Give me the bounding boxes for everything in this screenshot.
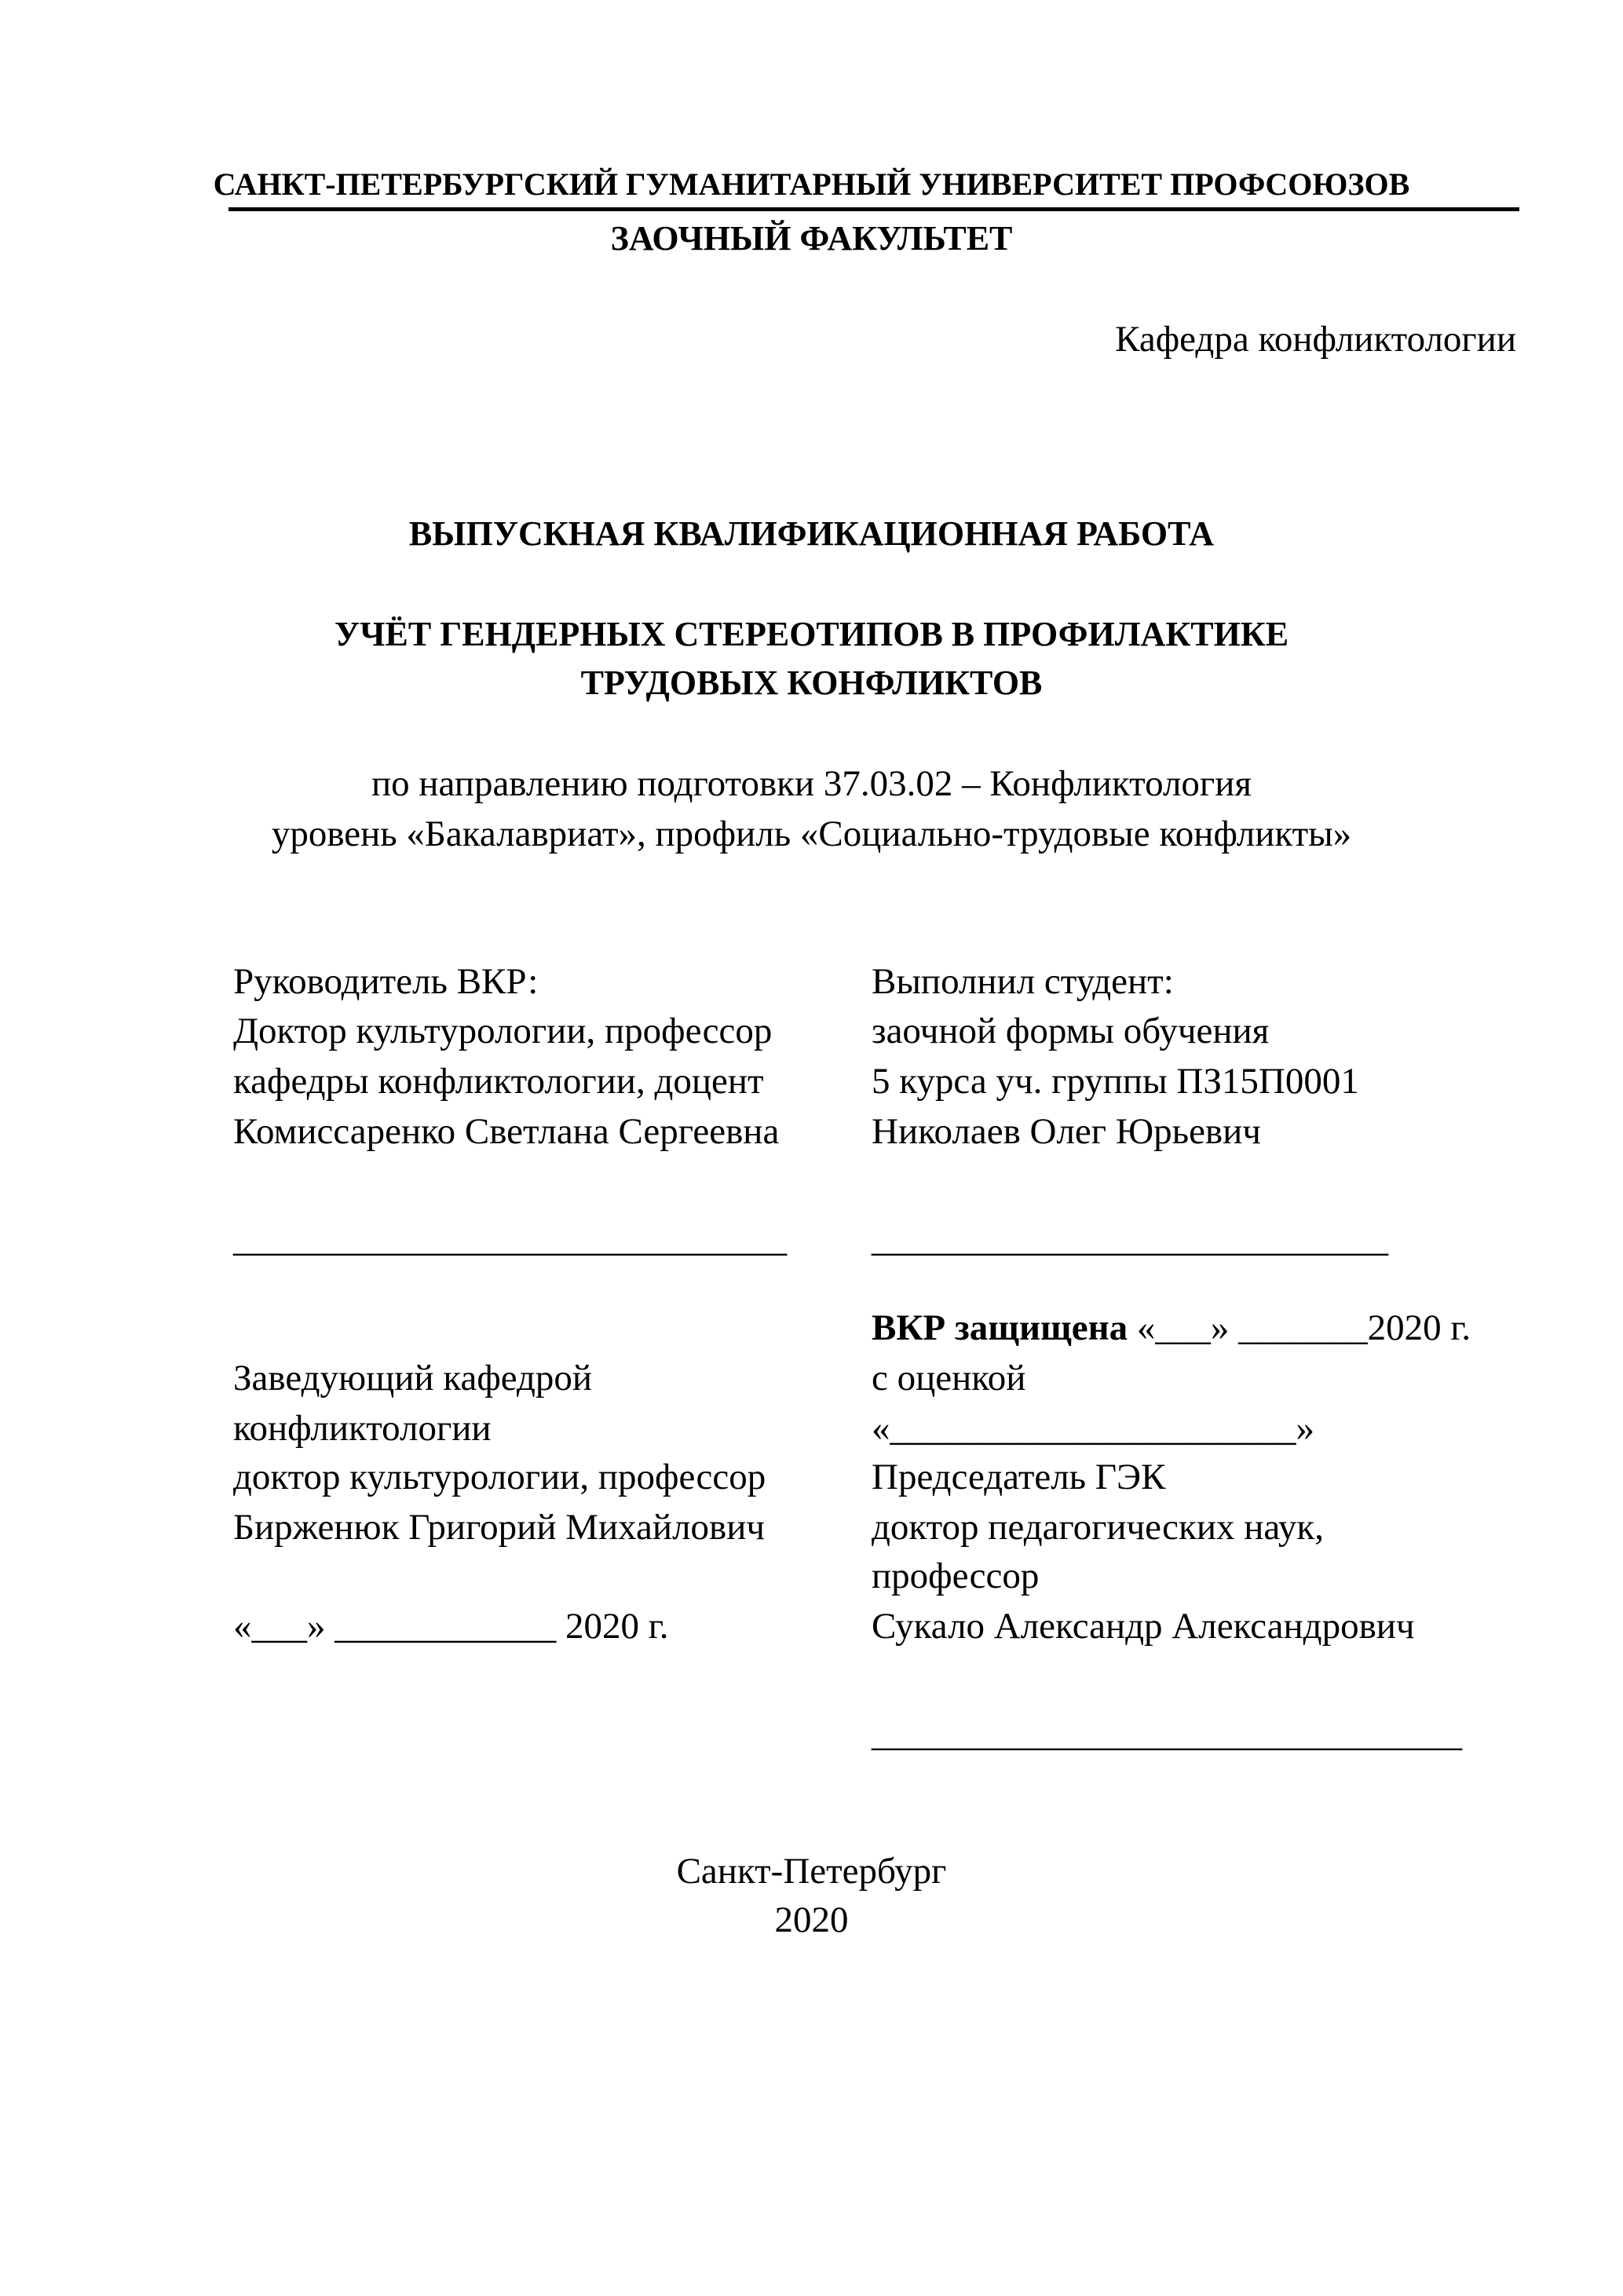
topic-line-2: ТРУДОВЫХ КОНФЛИКТОВ	[580, 664, 1043, 702]
supervisor-signature-line: ______________________________	[233, 1219, 787, 1260]
student-line: заочной формы обучения	[872, 1011, 1270, 1051]
chair-signature-line: ________________________________	[872, 1713, 1462, 1754]
university-name: САНКТ-ПЕТЕРБУРГСКИЙ ГУМАНИТАРНЫЙ УНИВЕРСИТЕТ ПРОФСОЮЗОВ	[213, 166, 1410, 202]
student-signature-line: ____________________________	[872, 1219, 1388, 1260]
chair-name: Сукало Александр Александрович	[872, 1606, 1415, 1647]
faculty-name: ЗАОЧНЫЙ ФАКУЛЬТЕТ	[610, 219, 1013, 258]
level-profile: уровень «Бакалавриат», профиль «Социально-трудовые конфликты»	[271, 813, 1352, 854]
head-name: Бирженюк Григорий Михайлович	[233, 1507, 766, 1548]
student-label: Выполнил студент:	[872, 961, 1174, 1002]
grade-label: с оценкой	[872, 1358, 1026, 1398]
head-line: Заведующий кафедрой	[233, 1358, 593, 1398]
direction: по направлению подготовки 37.03.02 – Конфликтология	[371, 763, 1252, 804]
defense-date-blank: «___» _______2020 г.	[1136, 1307, 1471, 1348]
student-name: Николаев Олег Юрьевич	[872, 1111, 1261, 1152]
head-line: доктор культурологии, профессор	[233, 1457, 766, 1497]
chair-line: профессор	[872, 1556, 1040, 1596]
work-type: ВЫПУСКНАЯ КВАЛИФИКАЦИОННАЯ РАБОТА	[408, 514, 1215, 553]
defense-label: ВКР защищена	[872, 1307, 1128, 1348]
year: 2020	[774, 1899, 849, 1940]
header-rule	[228, 207, 1519, 211]
supervisor-line: кафедры конфликтологии, доцент	[233, 1061, 764, 1102]
student-line: 5 курса уч. группы ПЗ15П0001	[872, 1061, 1359, 1102]
grade-blank: «______________________»	[872, 1408, 1314, 1449]
chair-line: доктор педагогических наук,	[872, 1507, 1324, 1548]
head-date: «___» ____________ 2020 г.	[233, 1606, 669, 1647]
head-line: конфликтологии	[233, 1408, 492, 1449]
supervisor-label: Руководитель ВКР:	[233, 961, 539, 1002]
supervisor-line: Доктор культурологии, профессор	[233, 1011, 773, 1051]
city: Санкт-Петербург	[676, 1851, 947, 1892]
topic-line-1: УЧЁТ ГЕНДЕРНЫХ СТЕРЕОТИПОВ В ПРОФИЛАКТИКЕ	[334, 615, 1289, 653]
defense-date	[872, 1303, 1471, 1353]
chair-line: Председатель ГЭК	[872, 1457, 1166, 1497]
department-name: Кафедра конфликтологии	[1115, 319, 1516, 360]
supervisor-name: Комиссаренко Светлана Сергеевна	[233, 1111, 780, 1152]
